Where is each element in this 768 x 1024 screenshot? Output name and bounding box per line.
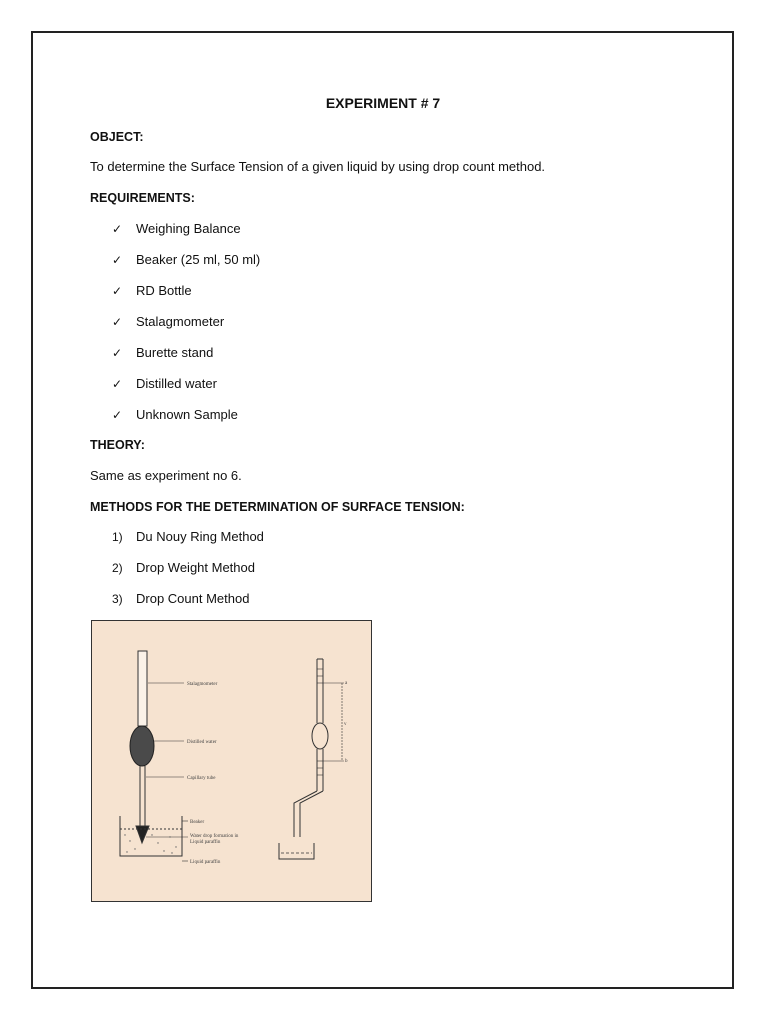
stalagmometer-diagram [92,621,371,901]
list-item: ✓ Beaker (25 ml, 50 ml) [112,252,261,267]
label-distilled-water: Distilled water [187,740,217,745]
list-item: 2) Drop Weight Method [112,560,255,575]
label-liquid-paraffin: Liquid paraffin [190,860,221,865]
list-item: ✓ Distilled water [112,376,217,391]
theory-text: Same as experiment no 6. [90,468,242,483]
label-capillary-tube: Capillary tube [187,776,216,781]
label-mark-b: b [345,759,348,764]
list-item: ✓ Weighing Balance [112,221,241,236]
requirements-list [112,221,260,438]
list-number: 3) [112,592,123,606]
stalagmometer-tube [138,651,147,726]
label-beaker: Beaker [190,820,205,825]
object-heading: OBJECT: [90,130,144,144]
theory-heading: THEORY: [90,438,145,452]
check-icon: ✓ [112,377,123,391]
list-item: ✓ Unknown Sample [112,407,238,422]
list-item: ✓ RD Bottle [112,283,192,298]
methods-heading: METHODS FOR THE DETERMINATION OF SURFACE TENSION: [90,500,465,514]
check-icon: ✓ [112,315,123,329]
methods-list [112,529,264,622]
label-mark-a: a [345,681,348,686]
check-icon: ✓ [112,408,123,422]
left-apparatus [120,651,188,861]
list-number: 2) [112,561,123,575]
right-apparatus [279,659,344,859]
label-stalagmometer: Stalagmometer [187,682,218,687]
list-item: ✓ Burette stand [112,345,214,360]
list-item: 1) Du Nouy Ring Method [112,529,264,544]
stalagmometer-figure [91,620,372,902]
label-water-drop-2: Liquid paraffin [190,840,221,845]
list-item: 3) Drop Count Method [112,591,250,606]
page-title: EXPERIMENT # 7 [325,95,441,111]
label-water-drop-1: Water drop formation in [190,834,239,839]
object-text: To determine the Surface Tension of a given liquid by using drop count method. [90,159,546,174]
check-icon: ✓ [112,284,123,298]
check-icon: ✓ [112,346,123,360]
list-number: 1) [112,530,123,544]
requirements-heading: REQUIREMENTS: [90,191,195,205]
beaker-shape [120,816,182,856]
label-mark-v: v [344,722,347,727]
check-icon: ✓ [112,253,123,267]
check-icon: ✓ [112,222,123,236]
bulb-shape [130,726,154,766]
list-item: ✓ Stalagmometer [112,314,225,329]
